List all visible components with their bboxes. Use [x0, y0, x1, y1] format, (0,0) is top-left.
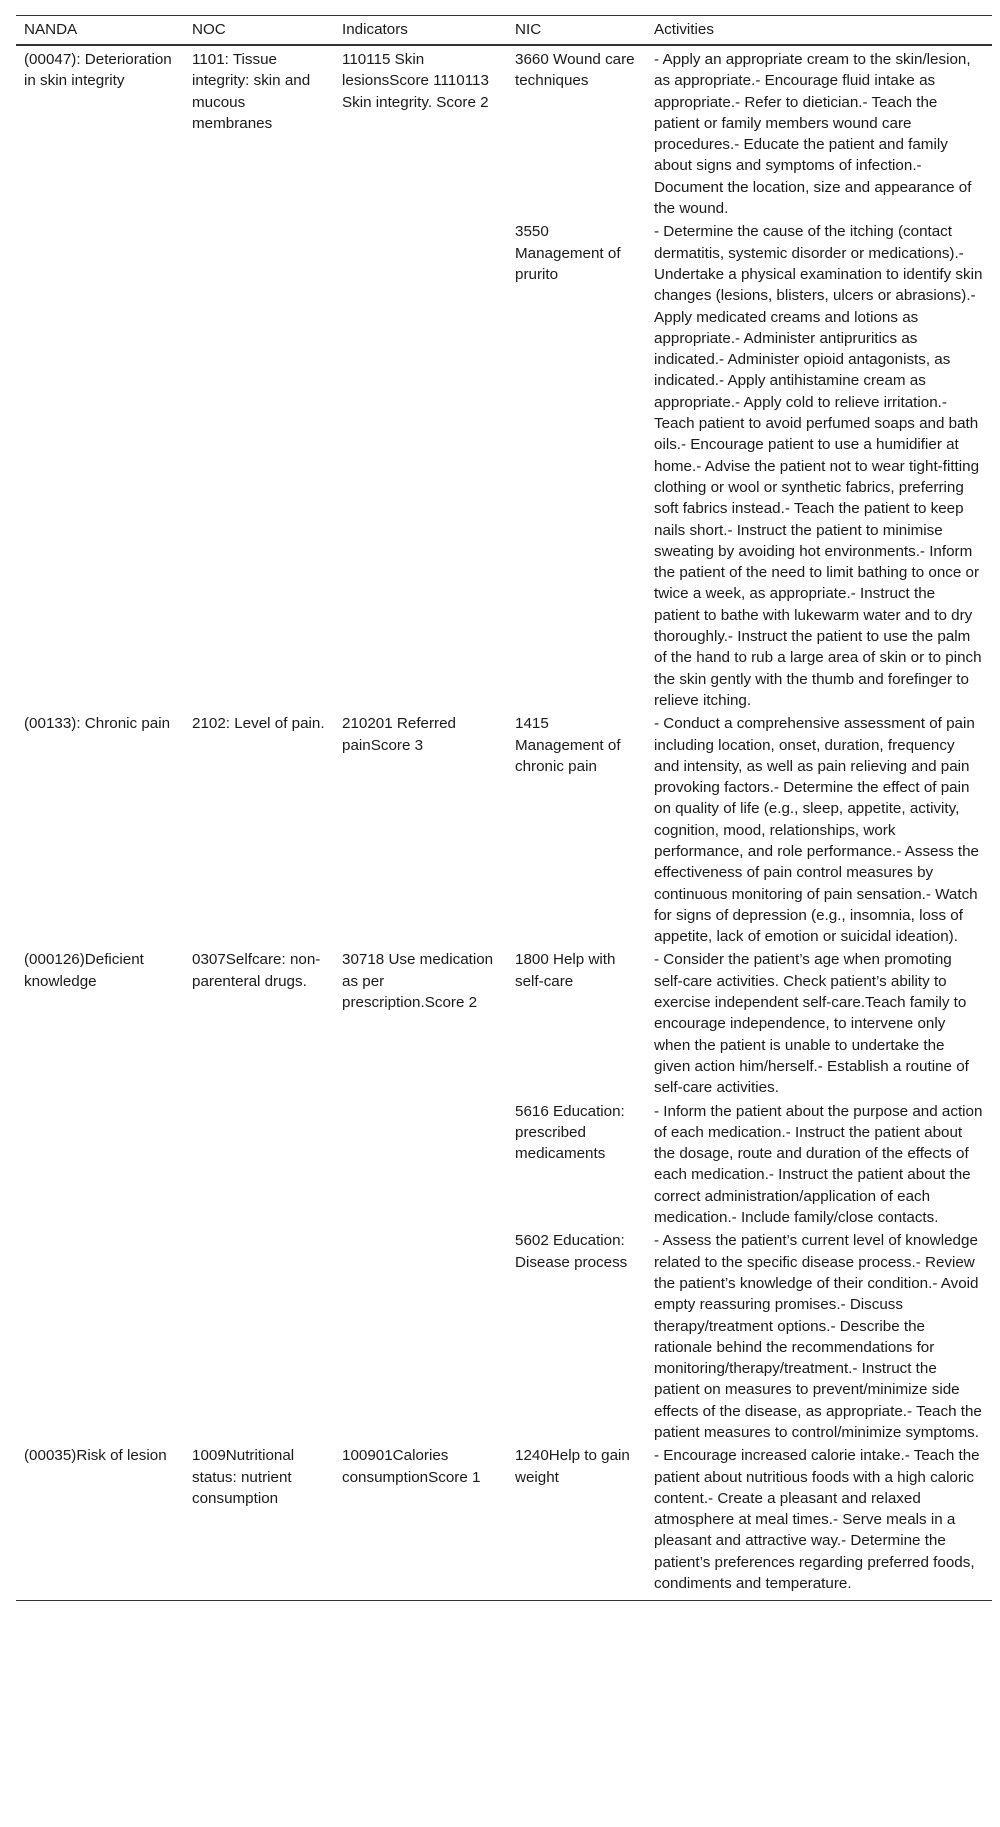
- table-row: [16, 45, 992, 220]
- indicators-cell: 100901Calories consumptionScore 1: [342, 1447, 481, 1486]
- nic-cell: 1800 Help with self-care: [515, 951, 616, 990]
- nanda-cell: (00035)Risk of lesion: [24, 1447, 167, 1465]
- nic-cell: 3550 Management of prurito: [515, 223, 621, 283]
- nic-cell: 3660 Wound care techniques: [515, 51, 635, 90]
- nanda-cell: (00047): Deterioration in skin integrity: [24, 51, 172, 90]
- table-row: [16, 1444, 992, 1601]
- noc-cell: 1009Nutritional status: nutrient consumption: [192, 1447, 295, 1507]
- header-noc: NOC: [192, 20, 226, 38]
- nic-cell: 1240Help to gain weight: [515, 1447, 630, 1486]
- nic-cell: 5602 Education: Disease process: [515, 1232, 628, 1271]
- nic-cell: 1415 Management of chronic pain: [515, 715, 621, 775]
- header-nic: NIC: [515, 20, 542, 38]
- nanda-cell: (00133): Chronic pain: [24, 715, 171, 733]
- activities-cell: - Conduct a comprehensive assessment of pain including location, onset, duration, frequency and intensity, as well as pain relieving and pain provoking factors.- Determine the effect of pain on quality of life (e.g., sleep, appetite, activity, cognition, mood, relationships, work performance, and role performance.- Assess the effectiveness of pain control measures by continuous monitoring of pain sensation.- Watch for signs of depression (e.g., insomnia, loss of appetite, lack of emotion or suicidal ideation).: [654, 715, 980, 946]
- activities-cell: - Assess the patient’s current level of knowledge related to the specific disease process.- Review the patient’s knowledge of their condition.- Avoid empty reassuring promises.- Discuss therapy/treatment options.- Describe the rationale behind the recommendations for monitoring/therapy/treatment.- Instruct the patient on measures to prevent/minimize side effects of the disease, as appropriate.- Teach the patient measures to control/minimize symptoms.: [654, 1232, 982, 1441]
- activities-cell: - Consider the patient’s age when promoting self-care activities. Check patient’s ability to exercise independent self-care.Teach family to encourage independence, to intervene only when the patient is unable to undertake the given action him/herself.- Establish a routine of self-care activities.: [654, 951, 969, 1097]
- activities-cell: - Apply an appropriate cream to the skin/lesion, as appropriate.- Encourage fluid intake as appropriate.- Refer to dietician.- Teach the patient or family members wound care procedures.- Educate the patient and family about signs and symptoms of infection.- Document the location, size and appearance of the wound.: [654, 51, 972, 218]
- indicators-cell: 210201 Referred painScore 3: [342, 715, 456, 754]
- noc-cell: 2102: Level of pain.: [192, 715, 325, 733]
- header-row: [16, 16, 992, 46]
- table-row: [16, 948, 992, 1099]
- indicators-cell: 110115 Skin lesionsScore 1110113 Skin integrity. Score 2: [342, 51, 489, 111]
- noc-cell: 1101: Tissue integrity: skin and mucous membranes: [192, 51, 311, 132]
- activities-cell: - Determine the cause of the itching (contact dermatitis, systemic disorder or medications).- Undertake a physical examination to identify skin changes (lesions, blisters, ulcers or abrasions).- Apply medicated creams and lotions as appropriate.- Administer antipruritics as indicated.- Administer opioid antagonists, as indicated.- Apply antihistamine cream as appropriate.- Apply cold to relieve irritation.- Teach patient to avoid perfumed soaps and bath oils.- Encourage patient to use a humidifier at home.- Advise the patient not to wear tight-fitting clothing or wool or synthetic fabrics, preferring soft fabrics instead.- Teach the patient to keep nails short.- Instruct the patient to minimise sweating by avoiding hot environments.- Inform the patient of the need to limit bathing to once or twice a week, as appropriate.- Instruct the patient to bathe with lukewarm water and to dry thoroughly.- Instruct the patient to use the palm of the hand to rub a large area of skin or to pinch the skin gently with the thumb and forefinger to relieve itching.: [654, 223, 983, 709]
- activities-cell: - Encourage increased calorie intake.- Teach the patient about nutritious foods with a high caloric content.- Create a pleasant and relaxed atmosphere at meal times.- Serve meals in a pleasant and attractive way.- Determine the patient’s preferences regarding preferred foods, condiments and temperature.: [654, 1447, 980, 1593]
- indicators-cell: 30718 Use medication as per prescription.Score 2: [342, 951, 494, 1012]
- header-nanda: NANDA: [24, 20, 78, 38]
- header-indicators: Indicators: [342, 20, 408, 38]
- table-row: [16, 712, 992, 948]
- nanda-cell: (000126)Deficient knowledge: [24, 951, 144, 990]
- noc-cell: 0307Selfcare: non-parenteral drugs.: [192, 951, 321, 990]
- nic-cell: 5616 Education: prescribed medicaments: [515, 1102, 625, 1163]
- header-activities: Activities: [654, 20, 714, 38]
- activities-cell: - Inform the patient about the purpose and action of each medication.- Instruct the patient about the dosage, route and duration of the effects of each medication.- Instruct the patient about the correct administration/application of each medication.- Include family/close contacts.: [654, 1102, 983, 1227]
- nursing-care-plan-table: [16, 15, 992, 1601]
